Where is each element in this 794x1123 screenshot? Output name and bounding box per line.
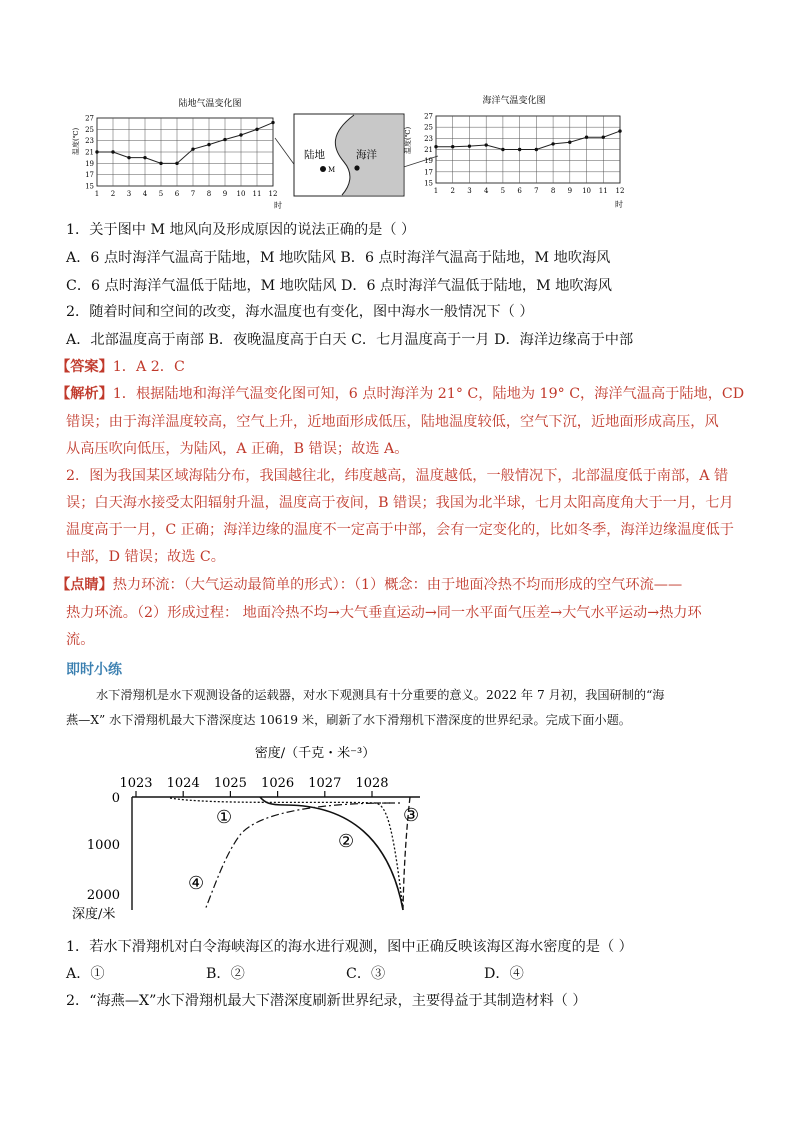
land-x-tick: 10 [236, 190, 246, 198]
connector-left [275, 138, 296, 167]
sea-chart-line [436, 131, 620, 149]
curve-4-label: ④ [188, 873, 205, 894]
sea-chart-ylabel: 温度(℃) [404, 126, 412, 154]
q3-option-b: B．② [206, 966, 245, 982]
sea-chart-points [434, 129, 621, 151]
sea-data-point [585, 136, 588, 139]
land-x-tick: 8 [206, 190, 212, 198]
density-ylabel: 深度/米 [72, 907, 116, 922]
sea-x-tick: 9 [567, 187, 573, 195]
sea-data-point [551, 142, 554, 145]
land-chart-points [95, 121, 274, 165]
sea-y-tick: 15 [424, 179, 433, 188]
sea-y-tick: 23 [424, 134, 433, 143]
land-x-tick: 6 [174, 190, 180, 198]
land-chart-x-ticks [95, 190, 278, 198]
land-data-point [271, 121, 274, 124]
sea-y-tick: 21 [424, 146, 433, 154]
tip-label: 【点睛】 [56, 577, 113, 593]
tip-line-3: 流。 [66, 632, 95, 648]
sea-x-tick: 7 [534, 187, 539, 195]
land-x-tick: 4 [142, 190, 148, 198]
density-x-tick-label: 1027 [308, 776, 342, 791]
sea-x-tick: 2 [450, 187, 455, 195]
sea-x-tick: 4 [483, 187, 489, 195]
sea-x-tick: 12 [615, 187, 625, 195]
sea-y-tick: 19 [424, 157, 433, 166]
land-chart-grid [97, 118, 273, 186]
curve-2 [260, 797, 403, 910]
sea-y-tick: 27 [424, 112, 433, 121]
land-y-tick: 19 [85, 159, 94, 168]
answer-block [56, 357, 185, 377]
land-sea-map [294, 114, 404, 196]
curve-2-label: ② [338, 831, 355, 852]
land-data-point [191, 147, 194, 150]
density-y-tick-label: 0 [111, 791, 120, 806]
answer-text: 1．A 2．C [112, 359, 185, 375]
map-point-m [320, 166, 326, 172]
land-data-point [95, 150, 98, 153]
density-x-tick-label: 1024 [166, 776, 200, 791]
q3-option-a: A．① [66, 966, 105, 982]
sea-data-point [468, 144, 471, 147]
sea-y-tick: 25 [424, 123, 433, 132]
land-x-tick: 2 [110, 190, 116, 198]
land-y-tick: 23 [85, 137, 94, 146]
density-x-tick-label: 1028 [355, 776, 389, 791]
analysis-line-4: 2．图为我国某区域海陆分布，我国越往北，纬度越高，温度越低，一般情况下，北部温度低于南部，A 错 [66, 468, 729, 484]
map-sea-point [354, 165, 359, 170]
density-y-ticks [87, 791, 120, 903]
land-chart-line [97, 123, 273, 164]
sea-x-tick: 8 [550, 187, 556, 195]
land-y-tick: 21 [85, 148, 94, 157]
sea-chart-title: 海洋气温变化图 [482, 96, 546, 106]
map-sea-label: 海洋 [356, 149, 377, 161]
sea-chart-y-ticks [424, 113, 433, 188]
figure-temperature [70, 88, 640, 213]
analysis-line-1: 【解析】1．根据陆地和海洋气温变化图可知，6 点时海洋为 21° C，陆地为 19° C，海洋气温高于陆地，CD [56, 386, 745, 402]
land-y-tick: 15 [85, 182, 94, 191]
density-x-tick-label: 1026 [261, 776, 295, 791]
land-data-point [127, 156, 130, 159]
practice-intro-1: 水下滑翔机是水下观测设备的运载器，对水下观测具有十分重要的意义。2022 年 7 月初，我国研制的“海 [96, 688, 665, 702]
land-x-tick: 7 [190, 190, 196, 198]
tip-line-1: 【点睛】热力环流：（大气运动最简单的形式）：（1）概念：由于地面冷热不均而形成的空气环流—— [56, 577, 683, 593]
q1-stem: 1．关于图中 M 地风向及形成原因的说法正确的是（ ） [66, 222, 416, 238]
land-chart-title: 陆地气温变化图 [178, 99, 242, 109]
land-chart-y-ticks [85, 115, 94, 191]
land-data-point [159, 162, 162, 165]
land-data-point [111, 150, 114, 153]
land-data-point [239, 133, 242, 136]
sea-x-tick: 10 [582, 187, 592, 195]
sea-data-point [568, 141, 571, 144]
land-x-tick: 3 [126, 190, 132, 198]
land-data-point [223, 138, 226, 141]
sea-x-tick: 5 [500, 187, 506, 195]
q3-option-c: C．③ [346, 966, 386, 982]
q3-stem: 1．若水下滑翔机对白令海峡海区的海水进行观测，图中正确反映该海区海水密度的是（ ） [66, 939, 633, 955]
land-y-tick: 27 [85, 114, 94, 123]
analysis-line-5: 误；白天海水接受太阳辐射升温，温度高于夜间，B 错误；我国为北半球，七月太阳高度角大于一月，七月 [66, 495, 734, 511]
density-x-ticks [119, 776, 388, 797]
sea-x-tick: 1 [433, 187, 439, 195]
density-y-tick-label: 2000 [86, 888, 120, 903]
curve-3-label: ③ [403, 805, 420, 826]
land-data-point [143, 156, 146, 159]
density-chart-title: 密度/（千克・米⁻³） [254, 746, 376, 761]
q1-options-ab: A．6 点时海洋气温高于陆地，M 地吹陆风 B．6 点时海洋气温高于陆地，M 地吹海风 [66, 250, 611, 266]
sea-data-point [518, 148, 521, 151]
sea-data-point [618, 129, 621, 132]
sea-data-point [484, 143, 487, 146]
tip-line-2: 热力环流。（2）形成过程： 地面冷热不均→大气垂直运动→同一水平面气压差→大气水平运动→热力环 [66, 605, 702, 621]
density-x-tick-label: 1025 [213, 776, 247, 791]
land-x-tick: 12 [268, 190, 278, 198]
answer-label: 【答案】 [56, 359, 113, 375]
land-x-tick: 5 [158, 190, 164, 198]
map-land-label: 陆地 [304, 149, 325, 161]
practice-intro-2: 燕—X” 水下滑翔机最大下潜深度达 10619 米，刷新了水下滑翔机下潜深度的世界纪录。完成下面小题。 [66, 713, 631, 727]
curve-4 [205, 803, 390, 910]
land-x-tick: 9 [222, 190, 228, 198]
land-x-tick: 1 [94, 190, 100, 198]
analysis-line-6: 温度高于一月，C 正确；海洋边缘的温度不一定高于中部，会有一定变化的，比如冬季，海洋边缘温度低于 [66, 522, 734, 538]
land-data-point [255, 128, 258, 131]
density-chart [70, 735, 450, 925]
sea-data-point [501, 148, 504, 151]
density-y-tick-label: 1000 [86, 838, 120, 853]
sea-chart-xlabel: 时 [615, 200, 623, 209]
analysis-label: 【解析】 [56, 386, 113, 402]
sea-y-tick: 17 [424, 168, 433, 177]
density-x-tick-label: 1023 [119, 776, 153, 791]
land-chart-xlabel: 时 [274, 201, 282, 210]
q1-options-cd: C．6 点时海洋气温低于陆地，M 地吹陆风 D．6 点时海洋气温低于陆地，M 地吹海风 [66, 278, 612, 294]
q2-options: A．北部温度高于南部 B．夜晚温度高于白天 C．七月温度高于一月 D．海洋边缘高于中部 [66, 332, 634, 348]
analysis-line-3: 从高压吹向低压，为陆风，A 正确，B 错误；故选 A。 [66, 441, 409, 457]
sea-x-tick: 6 [517, 187, 522, 195]
q3-option-d: D．④ [484, 966, 524, 982]
sea-x-tick: 3 [467, 187, 472, 195]
curve-1 [170, 798, 403, 910]
land-data-point [175, 162, 178, 165]
sea-data-point [451, 145, 454, 148]
practice-title: 即时小练 [66, 662, 122, 678]
land-data-point [207, 143, 210, 146]
analysis-line-7: 中部，D 错误；故选 C。 [66, 549, 225, 565]
analysis-line-2: 错误；由于海洋温度较高，空气上升，近地面形成低压，陆地温度较低，空气下沉，近地面形成高压，风 [66, 414, 719, 430]
map-point-label: M [328, 166, 336, 174]
sea-data-point [434, 145, 437, 148]
land-y-tick: 17 [85, 171, 94, 180]
sea-x-tick: 11 [598, 187, 608, 195]
land-y-tick: 25 [85, 125, 94, 134]
land-x-tick: 11 [252, 190, 262, 198]
curve-1-label: ① [216, 807, 233, 828]
sea-chart-x-ticks [434, 187, 625, 195]
land-chart-ylabel: 温度(℃) [72, 127, 80, 155]
q2-stem: 2．随着时间和空间的改变，海水温度也有变化，图中海水一般情况下（ ） [66, 304, 534, 320]
sea-data-point [535, 148, 538, 151]
sea-data-point [602, 136, 605, 139]
q4-stem: 2．“海燕—X”水下滑翔机最大下潜深度刷新世界纪录，主要得益于其制造材料（ ） [66, 993, 587, 1009]
